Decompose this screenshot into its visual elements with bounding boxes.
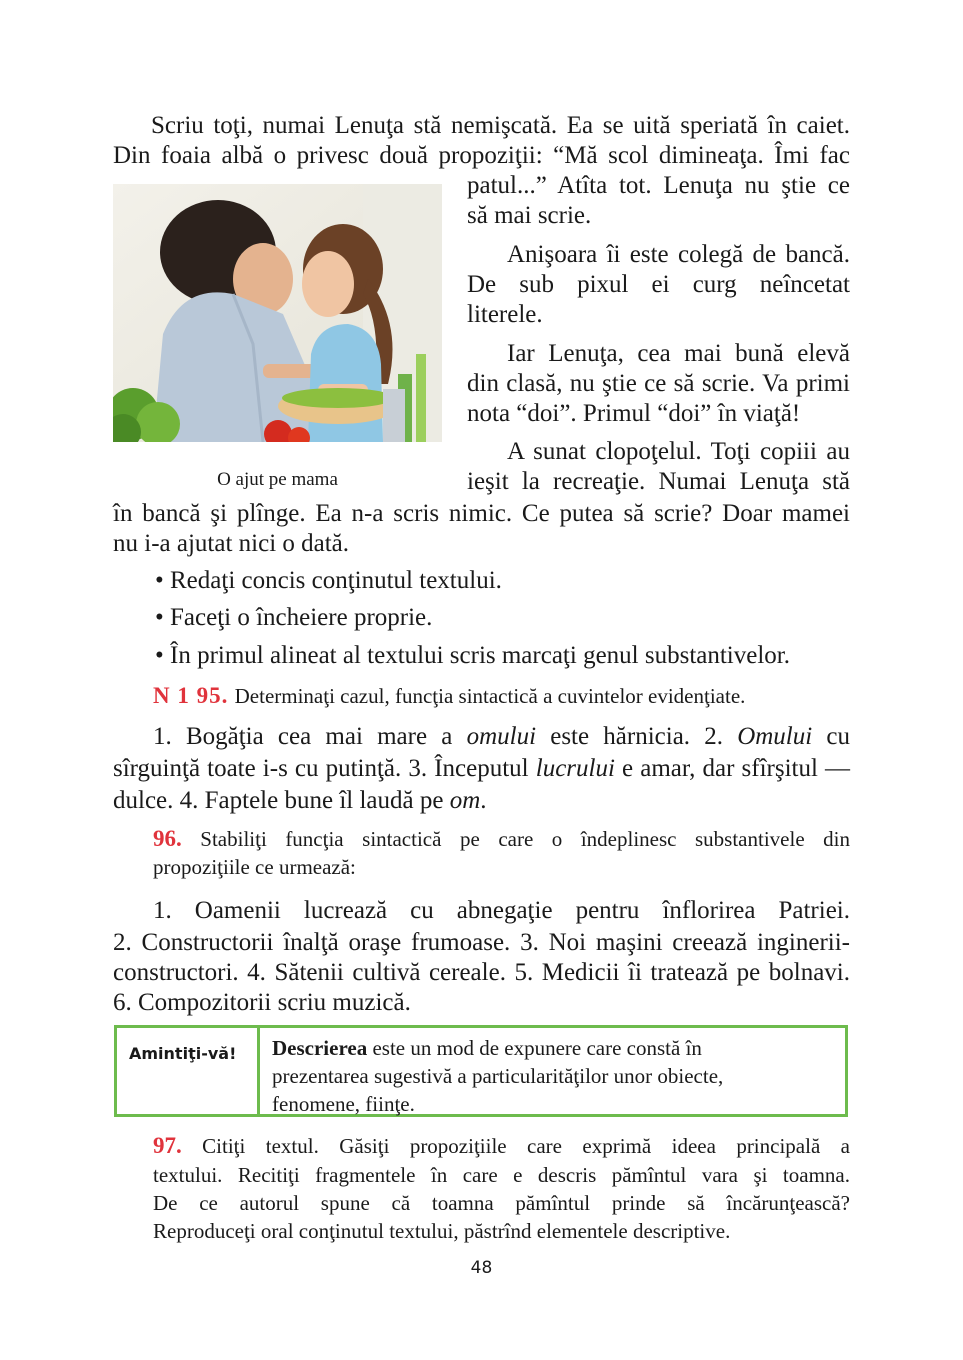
story-line: în bancă şi plînge. Ea n-a scris nimic. Ce putea să scrie? Doar mamei	[113, 500, 850, 527]
highlighted-word: omului	[466, 723, 537, 750]
exercise-line: De ce autorul spune că toamna pămîntul prinde să încărunţească?	[153, 1191, 850, 1215]
story-line: să mai scrie.	[467, 202, 592, 229]
exercise-number: N 1 95.	[153, 683, 229, 708]
highlighted-word: Omului	[737, 723, 813, 750]
exercise-line: 6. Compozitorii scriu muzică.	[113, 989, 411, 1016]
exercise-line: constructori. 4. Sătenii cultivă cereale. 5. Medicii îi tratează pe bolnavi.	[113, 959, 850, 986]
exercise-95-header	[153, 681, 745, 711]
task-item: • Redaţi concis conţinutul textului.	[155, 567, 502, 594]
story-line: literele.	[467, 301, 543, 328]
exercise-line: sîrguinţă toate i-s cu putinţă. 3. Începutul lucrului e amar, dar sfîrşitul —	[113, 755, 851, 782]
story-line: din clasă, nu ştie ce să scrie. Va primi	[467, 370, 850, 397]
story-line: nu i-a ajutat nici o dată.	[113, 530, 350, 557]
story-line: ieşit la recreaţie. Numai Lenuţa stă	[467, 468, 850, 495]
story-line: Scriu toţi, numai Lenuţa stă nemişcată. Ea se uită speriată în caiet.	[151, 112, 850, 139]
exercise-number: 97.	[153, 1133, 182, 1158]
story-line: nota “doi”. Primul “doi” în viaţă!	[467, 400, 801, 427]
highlighted-word: om	[449, 787, 481, 814]
story-line: patul...” Atîta tot. Lenuţa nu ştie ce	[467, 172, 850, 199]
exercise-instruction: propoziţiile ce urmează:	[153, 855, 356, 879]
remember-label: Amintiţi-vă!	[117, 1028, 260, 1114]
story-line: A sunat clopoţelul. Toţi copiii au	[507, 438, 850, 465]
remember-definition: Descrierea este un mod de expunere care constă în prezentarea sugestivă a particularităţilor unor obiecte, fenomene, fiinţe.	[272, 1036, 724, 1116]
exercise-96-header: 96. Stabiliţi funcţia sintactică pe care o îndeplinesc substantivele din	[153, 826, 851, 851]
story-line: Anişoara îi este colegă de bancă.	[507, 241, 850, 268]
story-line: Iar Lenuţa, cea mai bună elevă	[507, 340, 850, 367]
exercise-line: Reproduceţi oral conţinutul textului, păstrînd elementele descriptive.	[153, 1219, 731, 1243]
exercise-line: dulce. 4. Faptele bune îl laudă pe om.	[113, 787, 487, 814]
story-line: Din foaia albă o privesc două propoziţii: “Mă scol dimineaţa. Îmi fac	[113, 142, 850, 169]
exercise-line: 2. Constructorii înalţă oraşe frumoase. 3. Noi maşini creează inginerii-	[113, 929, 850, 956]
exercise-line: 1. Oamenii lucrează cu abnegaţie pentru înflorirea Patriei.	[153, 897, 850, 924]
photo-caption: O ajut pe mama	[217, 469, 338, 490]
exercise-number: 96.	[153, 826, 182, 851]
exercise-instruction: Determinaţi cazul, funcţia sintactică a cuvintelor evidenţiate.	[234, 684, 746, 708]
task-item: • În primul alineat al textului scris marcaţi genul substantivelor.	[155, 642, 790, 669]
task-item: • Faceţi o încheiere proprie.	[155, 604, 433, 631]
story-line: De sub pixul ei curg neîncetat	[467, 271, 850, 298]
exercise-line: 1. Bogăţia cea mai mare a omului este hărnicia. 2. Omului cu	[153, 723, 851, 750]
mother-daughter-photo	[113, 184, 442, 442]
page-number: 48	[470, 1258, 493, 1278]
remember-box	[114, 1025, 848, 1117]
exercise-97-header: 97. Citiţi textul. Găsiţi propoziţiile care exprimă ideea principală a	[153, 1133, 851, 1158]
exercise-line: textului. Recitiţi fragmentele în care e descris pămîntul vara şi toamna.	[153, 1163, 850, 1187]
defined-term: Descrierea	[272, 1036, 368, 1060]
highlighted-word: lucrului	[535, 755, 615, 782]
